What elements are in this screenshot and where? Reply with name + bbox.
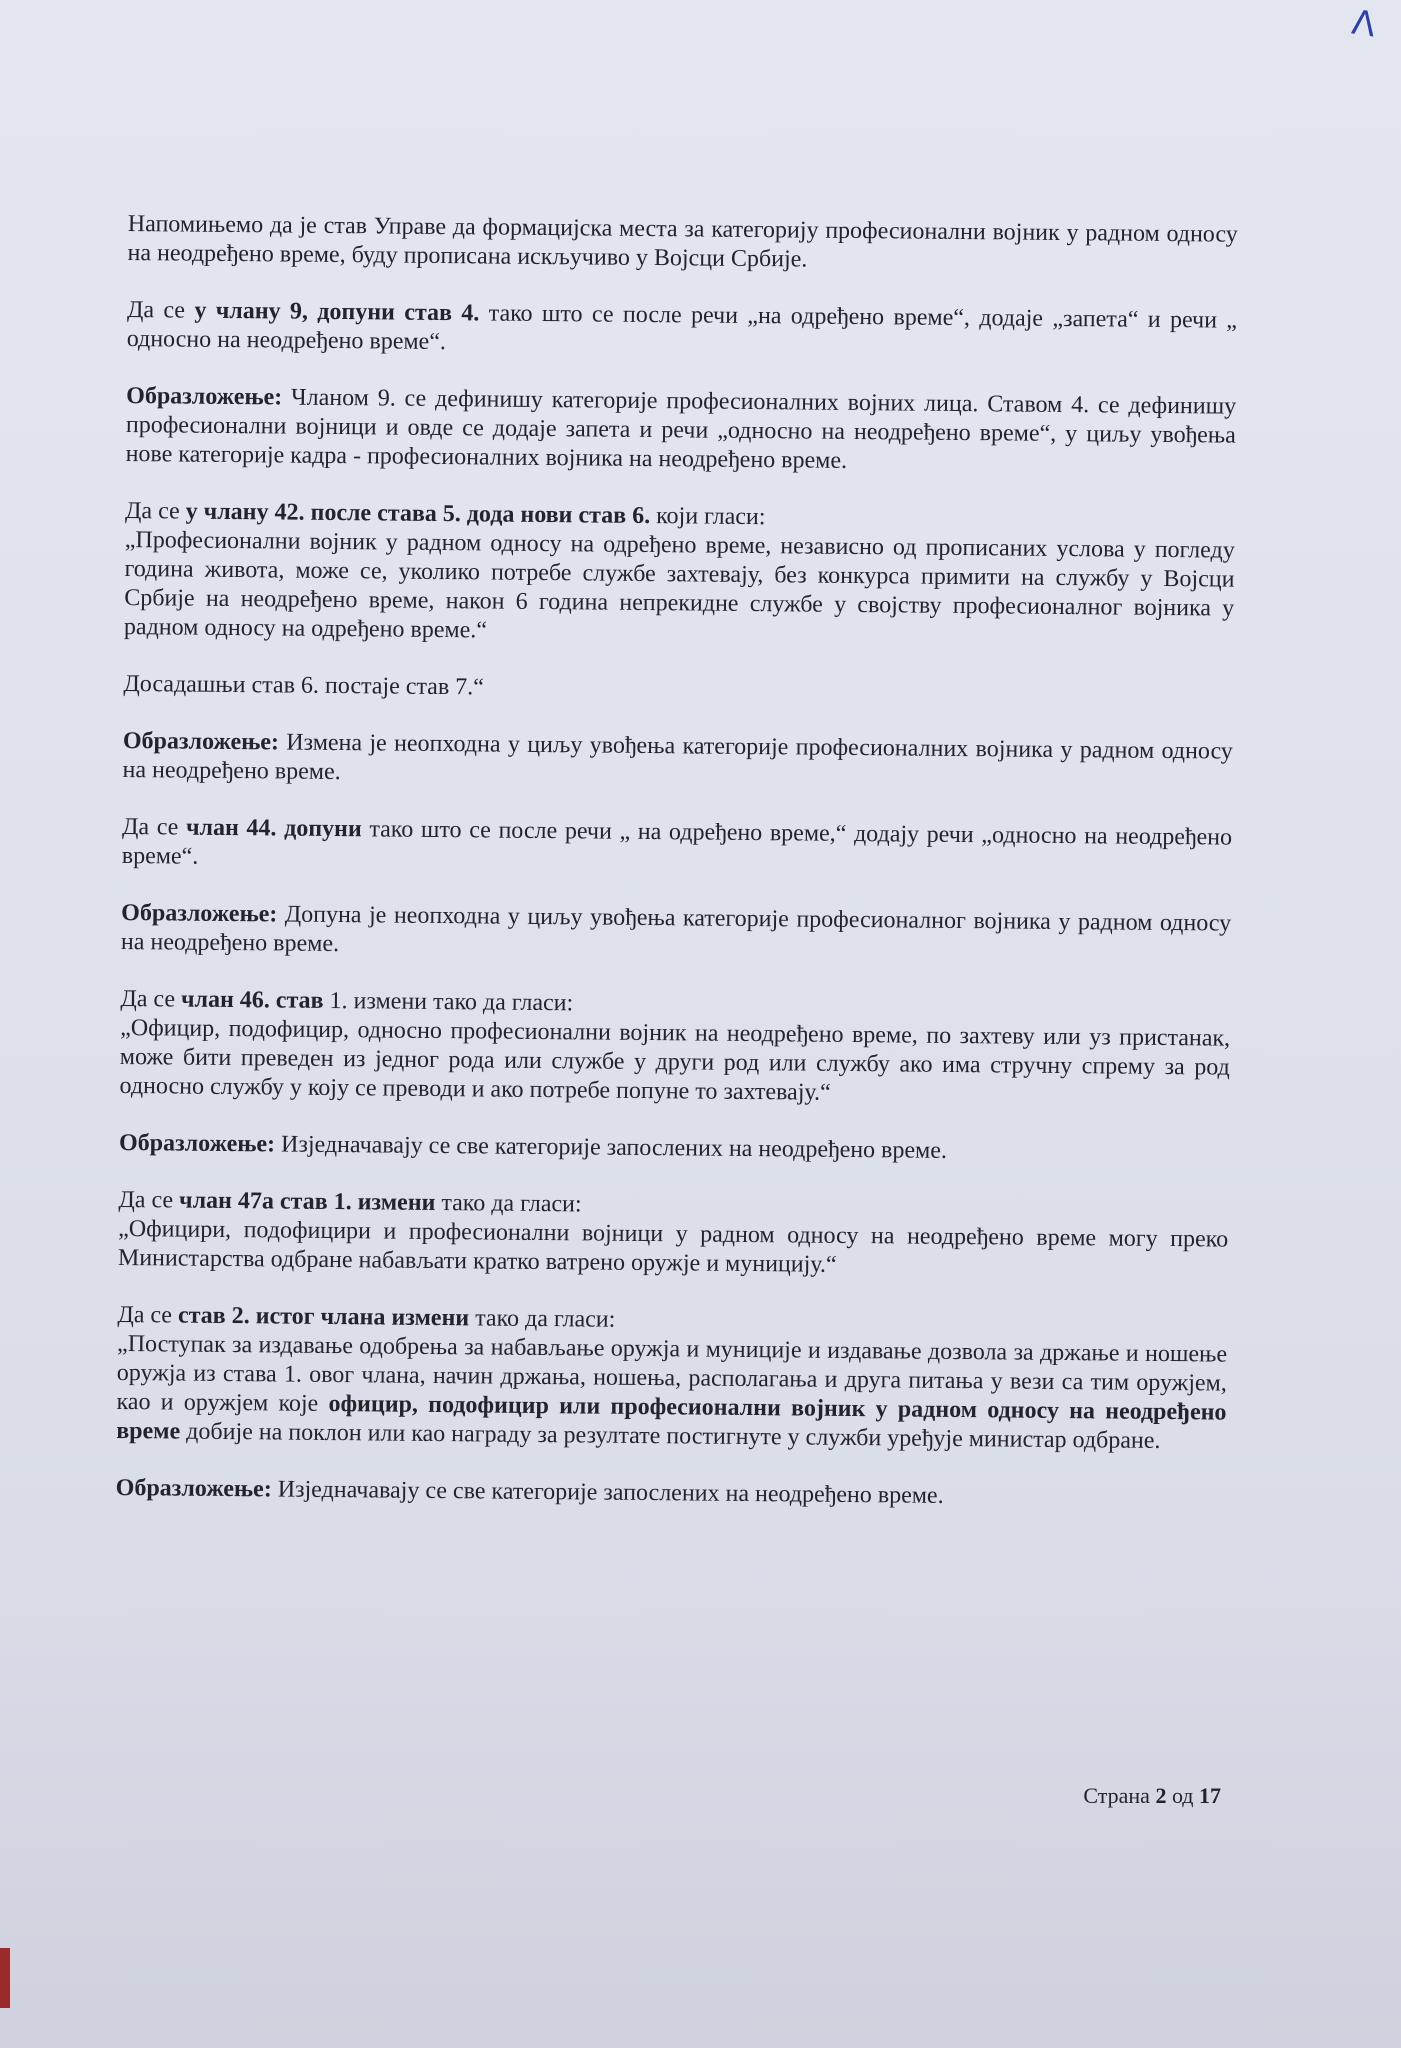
bold-text: у члану 42. после става 5. дода нови став 6. — [185, 498, 651, 530]
document-body — [115, 210, 1238, 1542]
text: који гласи: — [650, 503, 766, 531]
footer-page-current: 2 — [1155, 1783, 1167, 1808]
text: Напомињемо да је став Управе да формацијска места за категорију професионални војник у радном односу на неодређено време, буду прописана искључиво у Војсци Србије. — [127, 210, 1238, 273]
page-footer — [1083, 1783, 1221, 1809]
text: Допуна је неопходна у циљу увођења категорије професионалног војника у радном односу на неодређено време. — [120, 901, 1232, 958]
text: тако што се после речи „ на одређено време,“ додају речи „односно на неодређено време“. — [121, 816, 1233, 870]
text: „Официр, подофицир, односно професионални војник на неодређено време, по захтеву или уз пристанак, може бити преведен из једног рода или службе у други род или службу ако има стручну спрему за род односно службу у коју се преводи и ако потребе попуне то захтевају.“ — [119, 1014, 1231, 1106]
paragraph-p8 — [121, 899, 1232, 968]
paragraph-body — [118, 1215, 1229, 1284]
text: Да се — [118, 1186, 180, 1214]
bold-text: Образложење: — [122, 727, 280, 756]
paragraph-p1 — [127, 210, 1238, 279]
handwritten-pen-mark: Λ — [1349, 2, 1378, 46]
paragraph-p4 — [124, 497, 1235, 653]
paragraph-body — [126, 382, 1237, 480]
bold-text: официр, подофицир или професионални војник у радном односу на неодређено време — [116, 1390, 1227, 1445]
paragraph-p9 — [119, 985, 1230, 1112]
paragraph-body — [123, 670, 1233, 710]
text: Измена је неопходна у циљу увођења категорије професионалних војника у радном односу на неодређено време. — [122, 729, 1233, 786]
bold-text: члан 46. став — [180, 986, 324, 1014]
bold-text: члан 44. допуни — [185, 814, 362, 843]
paragraph-body — [124, 526, 1235, 653]
paragraph-p13 — [116, 1474, 1226, 1514]
paragraph-body — [116, 1330, 1227, 1457]
footer-page-total: 17 — [1199, 1783, 1221, 1808]
text: 1. измени тако да гласи: — [323, 987, 574, 1017]
text: Досадашњи став 6. постаје став 7.“ — [123, 670, 485, 701]
text: Да се — [120, 985, 182, 1013]
bold-text: Образложење: — [115, 1474, 272, 1503]
bold-text: Образложење: — [126, 382, 283, 411]
paragraph-p11 — [118, 1186, 1229, 1284]
text: добије на поклон или као награду за резултате постигнуте у служби уређује министар одбране. — [180, 1418, 1161, 1454]
text: Да се — [117, 1301, 179, 1329]
text: тако да гласи: — [435, 1189, 582, 1218]
text: „Поступак за издавање одобрења за набављање оружја и муниције и издавање дозвола за држање и ношење оружја из става 1. овог члана, начин држања, ношења, располагања и друга питања у вези са тим оружјем, као и оружјем које — [116, 1330, 1228, 1417]
paragraph-body — [119, 1014, 1230, 1112]
paragraph-body — [119, 1129, 1229, 1169]
paragraph-p2 — [127, 296, 1238, 365]
paragraph-body — [116, 1474, 1226, 1514]
paragraph-p12 — [116, 1301, 1227, 1457]
bold-text: Образложење: — [118, 1129, 276, 1158]
text: Да се — [124, 497, 186, 525]
text: Чланом 9. се дефинишу категорије професионалних војних лица. Ставом 4. се дефинишу професионални војници и овде се додаје запета и речи „односно на неодређено време“, у циљу увођења нове категорије кадра - професионалних војника на неодређено време. — [125, 384, 1237, 474]
paragraph-p7 — [122, 813, 1233, 882]
paragraph-body — [122, 727, 1233, 796]
text: Да се — [126, 296, 195, 324]
bold-text: Образложење: — [121, 899, 278, 928]
text: Изједначавају се све категорије запослених на неодређено време. — [271, 1476, 944, 1509]
text: тако што се после речи „на одређено време“, додаје „запета“ и речи „ односно на неодређено време“. — [126, 300, 1238, 356]
paragraph-body — [127, 296, 1238, 365]
footer-prefix: Страна — [1083, 1783, 1156, 1808]
text: „Официри, подофицири и професионални војници у радном односу на неодређено време могу преко Министарства одбране набављати кратко ватрено оружје и муницију.“ — [117, 1215, 1229, 1278]
paragraph-p5 — [123, 670, 1233, 710]
text: тако да гласи: — [469, 1305, 616, 1333]
bold-text: став 2. истог члана измени — [177, 1302, 470, 1332]
text: Изједначавају се све категорије запослених на неодређено време. — [274, 1131, 948, 1164]
paragraph-p6 — [122, 727, 1233, 796]
paragraph-body — [127, 210, 1238, 279]
paragraph-p10 — [119, 1129, 1229, 1169]
binder-edge-mark — [0, 1948, 10, 2008]
text: Да се — [121, 813, 187, 841]
paragraph-body — [122, 813, 1233, 882]
bold-text: у члану 9, допуни став 4. — [194, 297, 480, 327]
bold-text: члан 47а став 1. измени — [178, 1187, 436, 1216]
footer-mid: од — [1166, 1783, 1199, 1808]
text: „Професионални војник у радном односу на одређено време, независно од прописаних услова у погледу година живота, може се, уколико потребе службе захтевају, без конкурса примити на службу у Војсци Србије на неодређено време, након 6 година непрекидне службе у својству професионалног војника у радном односу на одређено време.“ — [123, 526, 1235, 644]
paragraph-body — [121, 899, 1232, 968]
paragraph-p3 — [126, 382, 1237, 480]
